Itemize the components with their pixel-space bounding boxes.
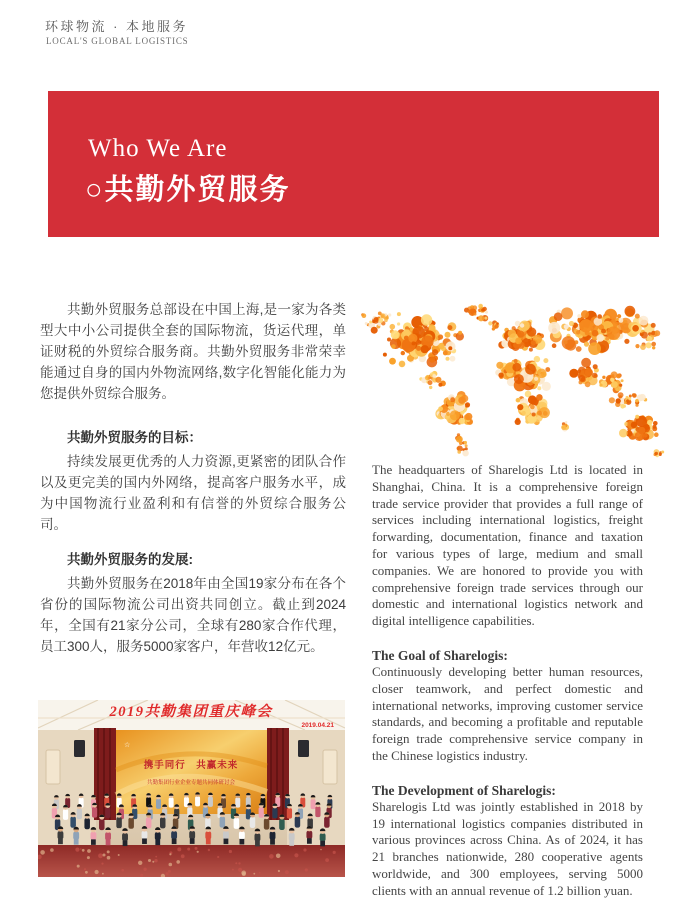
cn-intro-paragraph: 共勤外贸服务总部设在中国上海,是一家为各类型大中小公司提供全套的国际物流，货运代理，单证财税的外贸综合服务商。共勤外贸服务非常荣幸能通过自身的国内外物流网络,数字化智能化能力为您提供外贸综合服务。 xyxy=(40,302,346,401)
conference-group-photo xyxy=(38,700,345,877)
world-map-bubbles-graphic xyxy=(350,294,668,464)
page-header-chinese: 环球物流 · 本地服务 xyxy=(45,19,189,34)
en-goal-heading: The Goal of Sharelogis: xyxy=(372,647,508,663)
section-banner xyxy=(48,91,659,237)
left-sconce xyxy=(46,750,60,784)
cn-goal-paragraph: 持续发展更优秀的人力资源,更紧密的团队合作以及更完美的国内外网络，提高客户服务水平，成为中国物流行业盈利和有信誉的外贸综合服务公司。 xyxy=(40,454,346,532)
world-map-icon xyxy=(350,294,668,464)
stage-screen xyxy=(116,730,267,814)
en-development-paragraph: Sharelogis Ltd was jointly established in 2018 by 19 international logistics companies distributed in various provinces across China. As of 2024, it has 21 branches nationwide, 280 cooperative agents worldwide, and 300 employees, serving 5000 clients with an annual revenue of 1.2 billion yuan. xyxy=(372,798,643,898)
cn-development-paragraph: 共勤外贸服务在2018年由全国19家分布在各个省份的国际物流公司出资共同创立。截止到2024年，全国有21家分公司，全球有280家合作代理，员工300人，服务5000家客户，年营收12亿元。 xyxy=(40,576,346,654)
right-wall xyxy=(287,730,345,848)
banner-subtitle: Who We Are xyxy=(88,135,228,162)
cn-development-heading: 共勤外贸服务的发展: xyxy=(67,552,193,567)
chinese-text-column xyxy=(40,299,346,657)
screen-subtitle: 共勤集团行业企业专题共同体研讨会 xyxy=(146,780,236,786)
cn-goal-heading: 共勤外贸服务的目标： xyxy=(67,430,202,445)
photo-date: 2019.04.21 xyxy=(301,722,334,729)
page-header-english: LOCAL'S GLOBAL LOGISTICS xyxy=(46,36,189,46)
en-intro-paragraph: The headquarters of Sharelogis Ltd is located in Shanghai, China. It is a comprehensive foreign trade service provider that provides a full range of services including international logistics, freight forwarding, documentation, finance and taxation for various types of large, medium and small companies. We are honored to provide you with comprehensive foreign trade services through our domestic and international logistics network and digital intelligence capabilities. xyxy=(372,462,643,629)
en-goal-paragraph: Continuously developing better human resources, closer teamwork, and perfect domestic and international networks, improving customer service standards, and becoming a profitable and reputable foreign trade comprehensive service company in the Chinese logistics industry. xyxy=(372,663,643,763)
banner-title: ○共勤外贸服务 xyxy=(85,174,291,206)
left-wall xyxy=(38,730,96,848)
screen-logo: ☆ xyxy=(124,742,131,749)
photo-banner-title: 2019共勤集团重庆峰会 xyxy=(109,704,273,720)
left-speaker xyxy=(74,740,85,757)
right-sconce xyxy=(323,750,337,784)
english-text-column xyxy=(372,462,643,900)
en-development-heading: The Development of Sharelogis: xyxy=(372,782,556,798)
right-speaker xyxy=(298,740,309,757)
screen-slogan: 携手同行 共赢未来 xyxy=(143,760,239,771)
